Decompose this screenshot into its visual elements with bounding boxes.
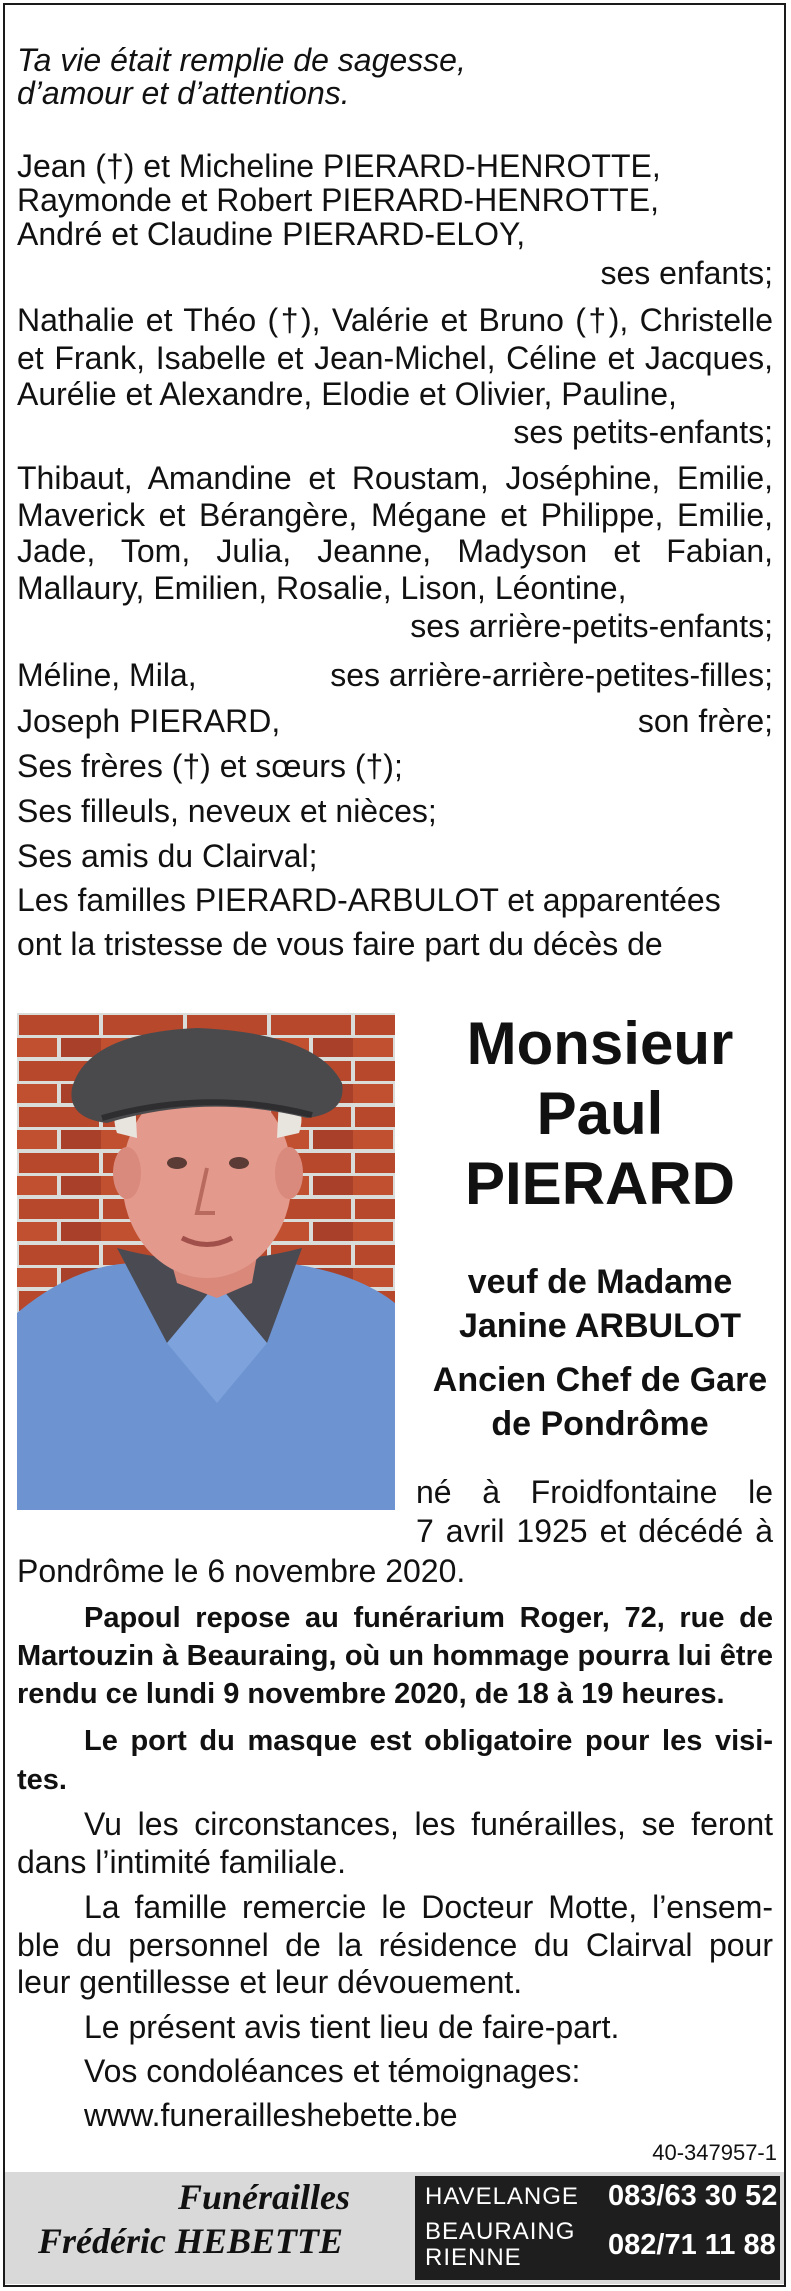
reference-number: 40-347957-1	[652, 2140, 777, 2165]
great-great-relation: ses arrière-arrière-petites-filles;	[330, 657, 773, 693]
children-relation: ses enfants;	[600, 255, 773, 291]
privacy-line-2: dans l’intimité familiale.	[17, 1844, 347, 1880]
location-3: RIENNE	[425, 2244, 522, 2271]
funeral-home-line-1: Funérailles	[178, 2177, 351, 2217]
privacy-line-1: Vu les circonstances, les funérailles, se feront	[84, 1806, 773, 1842]
great-grandchildren-line-2: Maverick et Bérangère, Mégane et Philippe, Emilie,	[17, 497, 773, 533]
mask-line-2: tes.	[17, 1764, 67, 1796]
grandchildren-relation: ses petits-enfants;	[513, 414, 773, 450]
condolences-text: Vos condoléances et témoignages:	[84, 2053, 581, 2089]
intro-line-2: d’amour et d’attentions.	[17, 75, 350, 111]
great-grandchildren-relation: ses arrière-petits-enfants;	[410, 608, 773, 644]
notice-text: Le présent avis tient lieu de faire-part.	[84, 2009, 620, 2045]
title: Monsieur	[466, 1010, 734, 1077]
great-grandchildren-line-1: Thibaut, Amandine et Roustam, Joséphine, Emilie,	[17, 460, 773, 496]
birth-line-1: né à Froidfontaine le	[416, 1474, 773, 1510]
great-great-names: Méline, Mila,	[17, 657, 197, 693]
occupation-line-1: Ancien Chef de Gare	[432, 1361, 768, 1399]
grandchildren-line-3: Aurélie et Alexandre, Elodie et Olivier, Pauline,	[17, 376, 677, 412]
phone-2[interactable]: 082/71 11 88	[608, 2229, 776, 2261]
children-line-1: Jean (†) et Micheline PIERARD-HENROTTE,	[17, 148, 661, 184]
location-2: BEAURAING	[425, 2218, 576, 2245]
phone-1[interactable]: 083/63 30 52	[608, 2180, 778, 2212]
grandchildren-line-2: et Frank, Isabelle et Jean-Michel, Céline et Jacques,	[17, 340, 773, 376]
rest-line-3: rendu ce lundi 9 novembre 2020, de 18 à 19 heures.	[17, 1678, 725, 1710]
first-name: Paul	[536, 1080, 664, 1147]
thanks-line-3: leur gentillesse et leur dévouement.	[17, 1964, 523, 2000]
funeral-home-line-2: Frédéric HEBETTE	[38, 2221, 343, 2261]
others-line-4: Les familles PIERARD-ARBULOT et apparentées	[17, 882, 721, 918]
intro-line-1: Ta vie était remplie de sagesse,	[17, 42, 466, 78]
others-line-1: Ses frères (†) et sœurs (†);	[17, 748, 403, 784]
birth-line-2: 7 avril 1925 et décédé à	[416, 1513, 773, 1549]
great-grandchildren-line-4: Mallaury, Emilien, Rosalie, Lison, Léontine,	[17, 570, 627, 606]
widower-line-1: veuf de Madame	[467, 1263, 733, 1301]
portrait-photo	[17, 1013, 395, 1510]
website-link[interactable]: www.funerailleshebette.be	[84, 2097, 458, 2133]
brother-name: Joseph PIERARD,	[17, 703, 281, 739]
rest-line-2: Martouzin à Beauraing, où un hommage pourra lui être	[17, 1640, 773, 1672]
mask-line-1: Le port du masque est obligatoire pour les visi-	[84, 1725, 773, 1757]
others-line-2: Ses filleuls, neveux et nièces;	[17, 793, 437, 829]
others-line-3: Ses amis du Clairval;	[17, 838, 318, 874]
thanks-line-2: ble du personnel de la résidence du Clairval pour	[17, 1927, 773, 1963]
last-name: PIERARD	[464, 1150, 736, 1217]
rest-line-1: Papoul repose au funérarium Roger, 72, rue de	[84, 1602, 773, 1634]
widower-line-2: Janine ARBULOT	[458, 1307, 742, 1345]
children-line-2: Raymonde et Robert PIERARD-HENROTTE,	[17, 182, 659, 218]
brother-relation: son frère;	[637, 703, 773, 739]
others-line-5: ont la tristesse de vous faire part du décès de	[17, 926, 663, 962]
children-line-3: André et Claudine PIERARD-ELOY,	[17, 216, 526, 252]
occupation-line-2: de Pondrôme	[491, 1405, 709, 1443]
location-1: HAVELANGE	[425, 2183, 579, 2210]
thanks-line-1: La famille remercie le Docteur Motte, l’ensem-	[84, 1889, 773, 1925]
birth-line-3: Pondrôme le 6 novembre 2020.	[17, 1553, 466, 1589]
grandchildren-line-1: Nathalie et Théo (†), Valérie et Bruno (†), Christelle	[17, 302, 773, 338]
great-grandchildren-line-3: Jade, Tom, Julia, Jeanne, Madyson et Fabian,	[17, 533, 773, 569]
